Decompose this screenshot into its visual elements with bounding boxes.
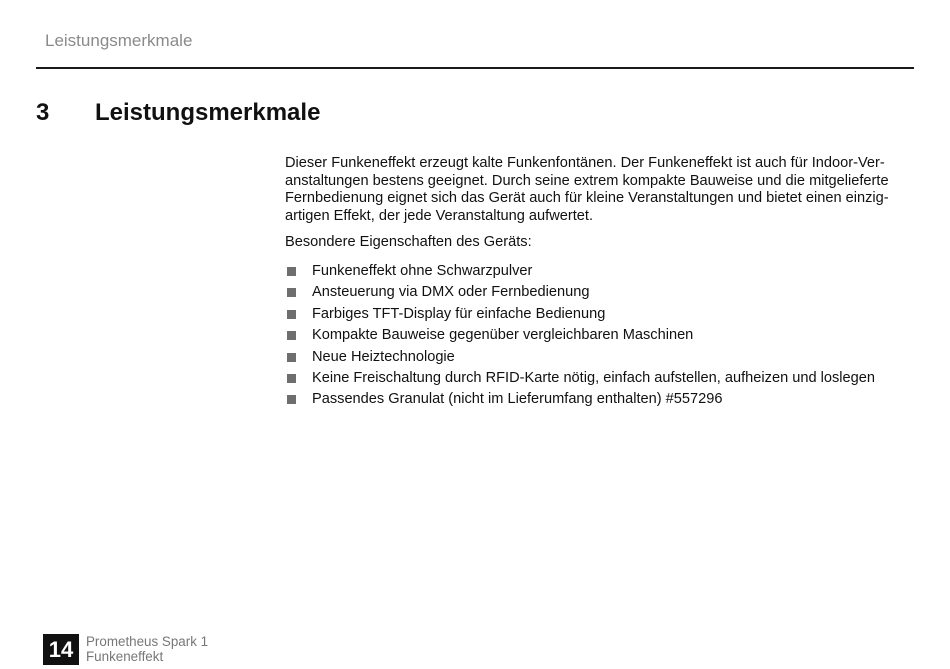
feature-list xyxy=(285,261,915,411)
square-bullet-icon xyxy=(287,374,296,383)
feature-text: Funkeneffekt ohne Schwarzpulver xyxy=(312,262,533,279)
footer-product-name: Prometheus Spark 1 xyxy=(86,634,209,649)
feature-item xyxy=(285,304,915,325)
intro-line: artigen Effekt, der jede Veranstaltung aufwertet. xyxy=(285,207,594,224)
feature-text: Farbiges TFT-Display für einfache Bedienung xyxy=(312,305,606,322)
feature-item xyxy=(285,389,915,410)
feature-item xyxy=(285,261,915,282)
footer-product-type: Funkeneffekt xyxy=(86,649,164,664)
feature-text: Kompakte Bauweise gegenüber vergleichbaren Maschinen xyxy=(312,327,694,344)
intro-paragraph xyxy=(285,155,915,225)
square-bullet-icon xyxy=(287,353,296,362)
feature-text: Neue Heiztechnologie xyxy=(312,348,455,365)
page-number: 14 xyxy=(43,634,79,665)
intro-line: Dieser Funkeneffekt erzeugt kalte Funkenfontänen. Der Funkeneffekt ist auch für Indoor-Ver- xyxy=(285,155,885,171)
section-title: Leistungsmerkmale xyxy=(95,99,321,126)
feature-item xyxy=(285,368,915,389)
feature-item xyxy=(285,347,915,368)
feature-text: Keine Freischaltung durch RFID-Karte nötig, einfach aufstellen, aufheizen und loslegen xyxy=(312,369,876,386)
intro-line: anstaltungen bestens geeignet. Durch seine extrem kompakte Bauweise und die mitgelieferte xyxy=(285,172,889,189)
section-number: 3 xyxy=(36,99,50,126)
running-header: Leistungsmerkmale xyxy=(45,31,193,50)
feature-text: Passendes Granulat (nicht im Lieferumfang enthalten) #557296 xyxy=(312,391,723,408)
footer-product-info xyxy=(86,634,208,664)
feature-item xyxy=(285,325,915,346)
section-body xyxy=(285,155,915,411)
square-bullet-icon xyxy=(287,395,296,404)
feature-item xyxy=(285,282,915,303)
square-bullet-icon xyxy=(287,331,296,340)
features-heading: Besondere Eigenschaften des Geräts: xyxy=(285,234,532,251)
feature-text: Ansteuerung via DMX oder Fernbedienung xyxy=(312,284,590,301)
header-divider xyxy=(36,67,914,69)
intro-line: Fernbedienung eignet sich das Gerät auch für kleine Veranstaltungen und bietet einen einzig- xyxy=(285,190,889,207)
square-bullet-icon xyxy=(287,310,296,319)
square-bullet-icon xyxy=(287,267,296,276)
square-bullet-icon xyxy=(287,288,296,297)
